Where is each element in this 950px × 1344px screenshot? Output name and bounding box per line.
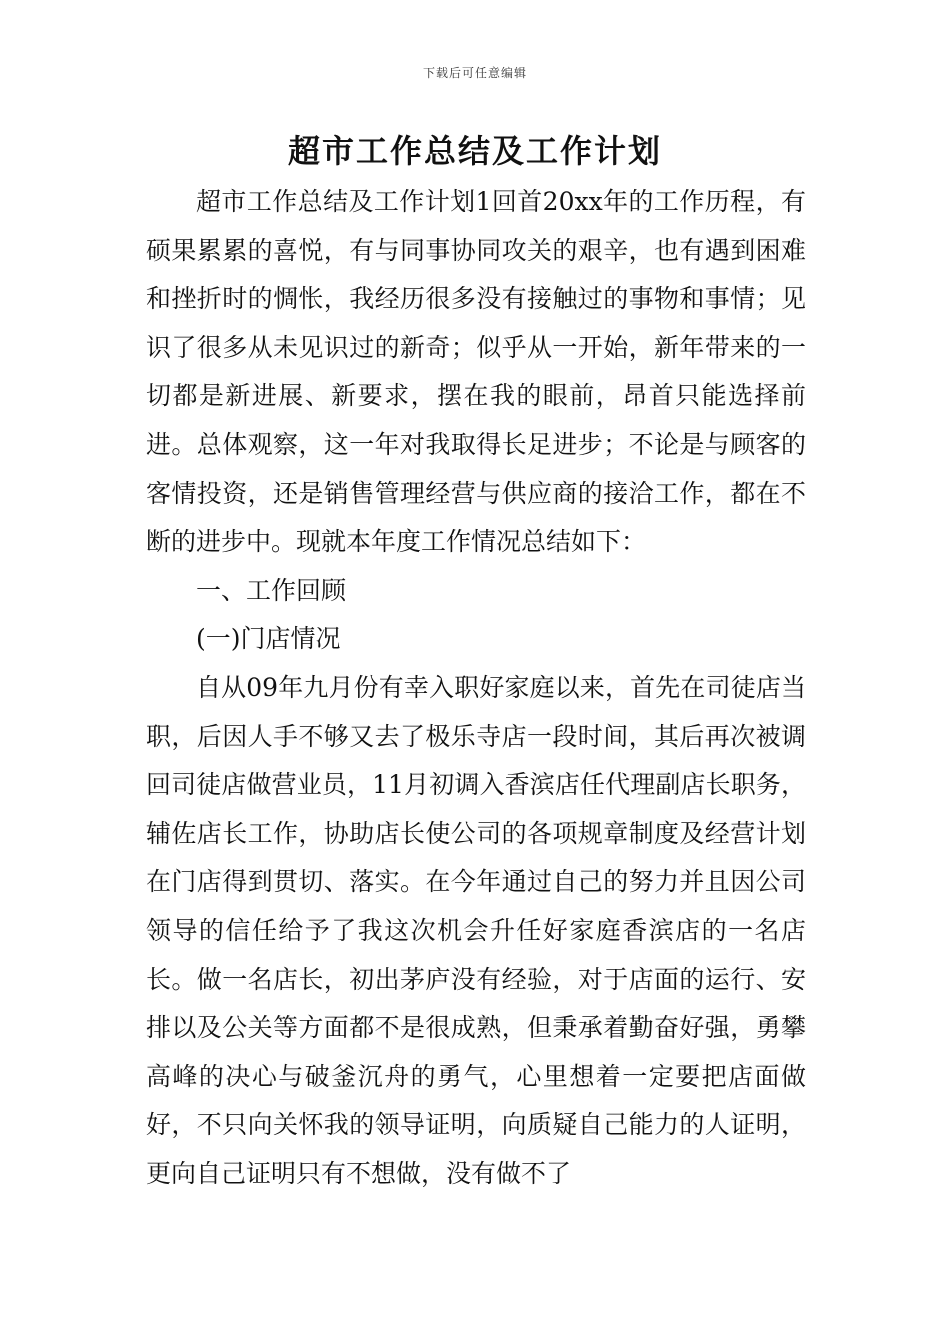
store-situation-paragraph: 自从09年九月份有幸入职好家庭以来，首先在司徒店当职，后因人手不够又去了极乐寺店一段时间，其后再次被调回司徒店做营业员，11月初调入香滨店任代理副店长职务，辅佐店长工作，协助店长使公司的各项规章制度及经营计划在门店得到贯切、落实。在今年通过自己的努力并且因公司领导的信任给予了我这次机会升任好家庭香滨店的一名店长。做一名店长，初出茅庐没有经验，对于店面的运行、安排以及公关等方面都不是很成熟，但秉承着勤奋好强，勇攀高峰的决心与破釜沉舟的勇气，心里想着一定要把店面做好，不只向关怀我的领导证明，向质疑自己能力的人证明，更向自己证明只有不想做，没有做不了 xyxy=(146,672,806,1188)
document-title: 超市工作总结及工作计划 xyxy=(287,132,662,170)
header-note: 下载后可任意编辑 xyxy=(422,66,527,80)
section-heading-work-review: 一、工作回顾 xyxy=(196,575,347,605)
subsection-heading-store-situation: (一)门店情况 xyxy=(196,624,341,654)
intro-paragraph: 超市工作总结及工作计划1回首20xx年的工作历程，有硕果累累的喜悦，有与同事协同攻关的艰辛，也有遇到困难和挫折时的惆怅，我经历很多没有接触过的事物和事情；见识了很多从未见识过的新奇；似乎从一开始，新年带来的一切都是新进展、新要求，摆在我的眼前，昂首只能选择前进。总体观察，这一年对我取得长足进步；不论是与顾客的客情投资，还是销售管理经营与供应商的接洽工作，都在不断的进步中。现就本年度工作情况总结如下： xyxy=(146,187,806,557)
document-body xyxy=(146,178,806,1198)
